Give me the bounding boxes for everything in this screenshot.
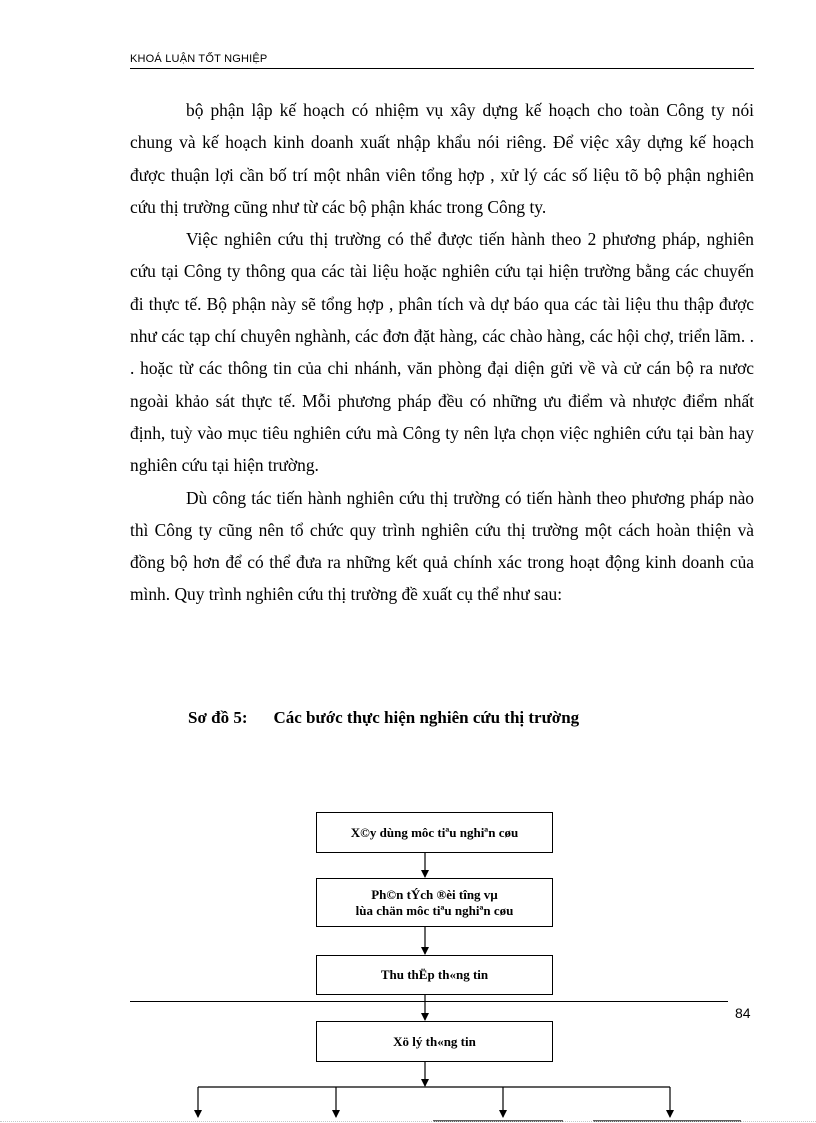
flow-step-4-text: Xö lý th«ng tin xyxy=(393,1033,476,1049)
flow-step-4 xyxy=(316,1021,553,1062)
flow-step-3-text: Thu thËp th«ng tin xyxy=(380,967,489,982)
flow-step-1-text: X©y dùng môc tiªu nghiªn cøu xyxy=(350,824,519,840)
paragraph-3: Dù công tác tiến hành nghiên cứu thị trường có tiến hành theo phương pháp nào thì Công ty cũng nên tổ chức quy trình nghiên cứu thị trường một cách hoàn thiện và đồng bộ hơn để có thể đưa ra những kết quả chính xác trong hoạt động kinh doanh của mình. Quy trình nghiên cứu thị trường đề xuất cụ thể như sau: xyxy=(130,487,754,605)
page-number: 84 xyxy=(735,1005,751,1021)
flow-step-2 xyxy=(316,878,553,927)
flow-step-3 xyxy=(316,955,553,995)
page-edge-dotted-line xyxy=(0,1121,816,1122)
flow-step-1 xyxy=(316,812,553,853)
header-title: KHOÁ LUẬN TỐT NGHIỆP xyxy=(130,53,268,65)
footer-divider xyxy=(130,1001,728,1002)
diagram-label: Sơ đồ 5: xyxy=(188,708,248,727)
paragraph-1: bộ phận lập kế hoạch có nhiệm vụ xây dựng kế hoạch cho toàn Công ty nói chung và kế hoạch kinh doanh xuất nhập khẩu nói riêng. Để việc xây dựng kế hoạch được thuận lợi cần bố trí một nhân viên tổng hợp , xử lý các số liệu tõ bộ phận nghiên cứu thị trường cũng như từ các bộ phận khác trong Công ty. xyxy=(130,100,754,217)
paragraph-2: Việc nghiên cứu thị trường có thể được tiến hành theo 2 phương pháp, nghiên cứu tại Công ty thông qua các tài liệu hoặc nghiên cứu tại hiện trường bằng các chuyến đi thực tế. Bộ phận này sẽ tổng hợp , phân tích và dự báo qua các tài liệu thu thập được như các tạp chí chuyên nghành, các đơn đặt hàng, các chào hàng, các hội chợ, triển lãm. . . hoặc từ các thông tin của chi nhánh, văn phòng đại diện gửi về và cử cán bộ ra nươc ngoài khảo sát thực tế. Mỗi phương pháp đều có những ưu điểm và nhược điểm nhất định, tuỳ vào mục tiêu nghiên cứu mà Công ty nên lựa chọn việc nghiên cứu tại bàn hay nghiên cứu tại hiện trường. xyxy=(130,229,754,476)
flow-step-2-line1: Ph©n tÝch ®èi tîng vµ xyxy=(371,886,498,902)
flow-step-2-line2: lùa chän môc tiªu nghiªn cøu xyxy=(355,902,514,918)
diagram-title: Các bước thực hiện nghiên cứu thị trường xyxy=(273,708,580,727)
